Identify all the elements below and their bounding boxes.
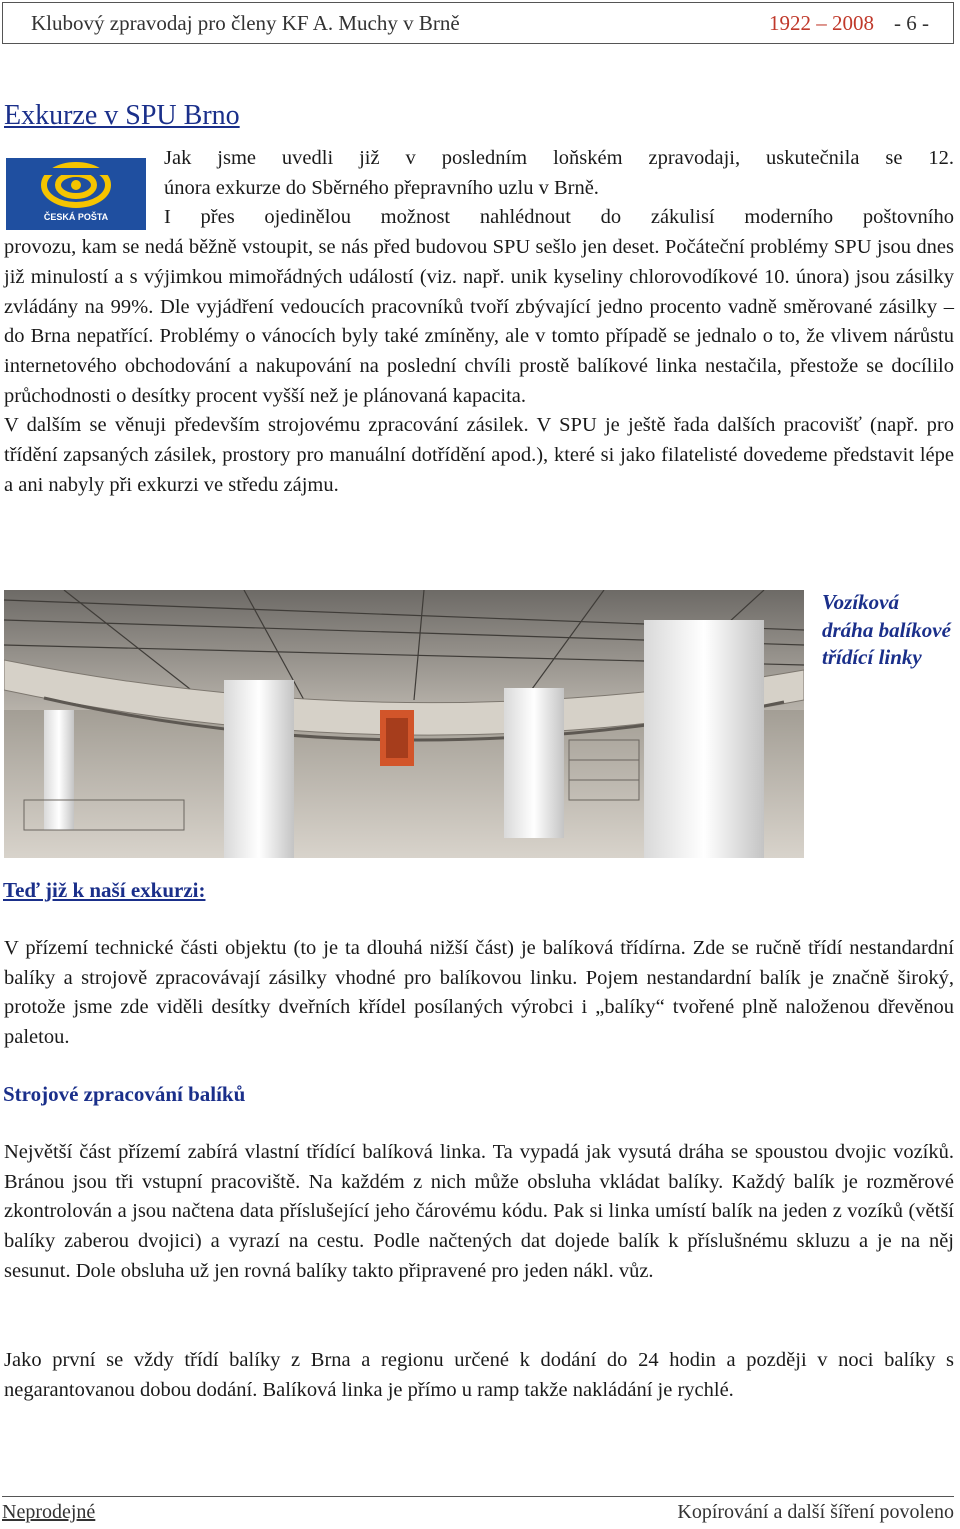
processing-section — [4, 1138, 954, 1287]
excursion-section — [4, 934, 954, 1053]
paragraph-machine-processing: V dalším se věnuji především strojovému zpracování zásilek. V SPU je ještě řada dalších pracovišť (např. pro třídění zapsaných zásilek, prostory pro manuální dotřídění apod.), které si jako filatelisté dovedeme představit lépe a ani nabyly při exkurzi ve středu zájmu. — [4, 414, 954, 496]
intro-section — [4, 144, 954, 500]
subheading-excursion: Teď již k naší exkurzi: — [3, 878, 206, 902]
page-header — [2, 2, 954, 44]
sorting-line-photo — [4, 590, 804, 858]
subheading-machine-processing: Strojové zpracování balíků — [3, 1082, 246, 1106]
logo-text: ČESKÁ POŠTA — [43, 212, 109, 222]
photo-caption: Vozíková dráha balíkové třídící linky — [822, 590, 951, 669]
paragraph-ground-floor: V přízemí technické části objektu (to je ta dlouhá nižší část) je balíková třídírna. Zde se ručně třídí nestandardní balíky a strojově zpracovávají zásilky vhodné pro balíkovou linku. Pojem nestandardní balík je značně široký, protože jsme zde viděli desítky dveřních křídel posílaných výrobci i „balíky“ tvořené plně naloženou dřevěnou paletou. — [4, 937, 954, 1049]
page-footer — [2, 1496, 954, 1524]
footer-copy-permission: Kopírování a další šíření povoleno — [677, 1501, 954, 1523]
intro-paragraph: provozu, kam se nedá běžně vstoupit, se nás před budovou SPU sešlo jen deset. Počáteční problémy SPU jsou dnes již minulostí a s výjimkou mimořádných událostí (viz. např. unik kyseliny chlorovodíkové 10. února) jsou zásilky zvládány na 99%. Dle vyjádření vedoucích pracovníků tvoří zbývající jedno procento vadně směrované zásilky – do Brna nepatřící. Problémy o vánocích byly také zmíněny, ale v tomto případě se jednalo o to, že vlivem nárůstu internetového obchodování a nakupování na poslední chvíli prostě balíkové linka nestačila, přestože se docílilo průchodnosti o desítky procent vyšší než je plánovaná kapacita. — [4, 236, 954, 407]
closing-section — [4, 1346, 954, 1405]
intro-line-2: února exkurze do Sběrného přepravního uzlu v Brně. — [164, 176, 599, 199]
paragraph-sorting-order: Jako první se vždy třídí balíky z Brna a regionu určené k dodání do 24 hodin a později v noci balíky s negarantovanou dobou dodání. Balíková linka je přímo u ramp takže nakládání je rychlé. — [4, 1349, 954, 1401]
newsletter-title: Klubový zpravodaj pro členy KF A. Muchy v Brně — [31, 10, 460, 35]
page-number: - 6 - — [894, 10, 929, 35]
article-title: Exkurze v SPU Brno — [4, 100, 240, 131]
intro-line-3: I přes ojedinělou možnost nahlédnout do zákulisí moderního poštovního — [164, 206, 954, 229]
paragraph-sorting-line: Největší část přízemí zabírá vlastní třídící balíková linka. Ta vypadá jak vysutá dráha se spoustou dvojic vozíků. Bránou jsou tři vstupní pracoviště. Na každém z nich může obsluha vkládat balíky. Každý balík je rozměrové zkontrolován a jsou načtena data příslušející jeho čárovému kódu. Pak si linka umístí balík na jeden z vozíků (větší balíky zaberou dvojici) a vyrazí na cestu. Podle načtených dat dojede balík k příslušnému skluzu a je na něj sesunut. Dole obsluha už jen rovná balíky takto připravené pro jeden nákl. vůz. — [4, 1141, 954, 1282]
intro-line-1: Jak jsme uvedli již v posledním loňském zpravodaji, uskutečnila se 12. — [164, 147, 954, 169]
year-range: 1922 – 2008 — [769, 10, 874, 35]
footer-not-for-sale: Neprodejné — [2, 1501, 96, 1523]
